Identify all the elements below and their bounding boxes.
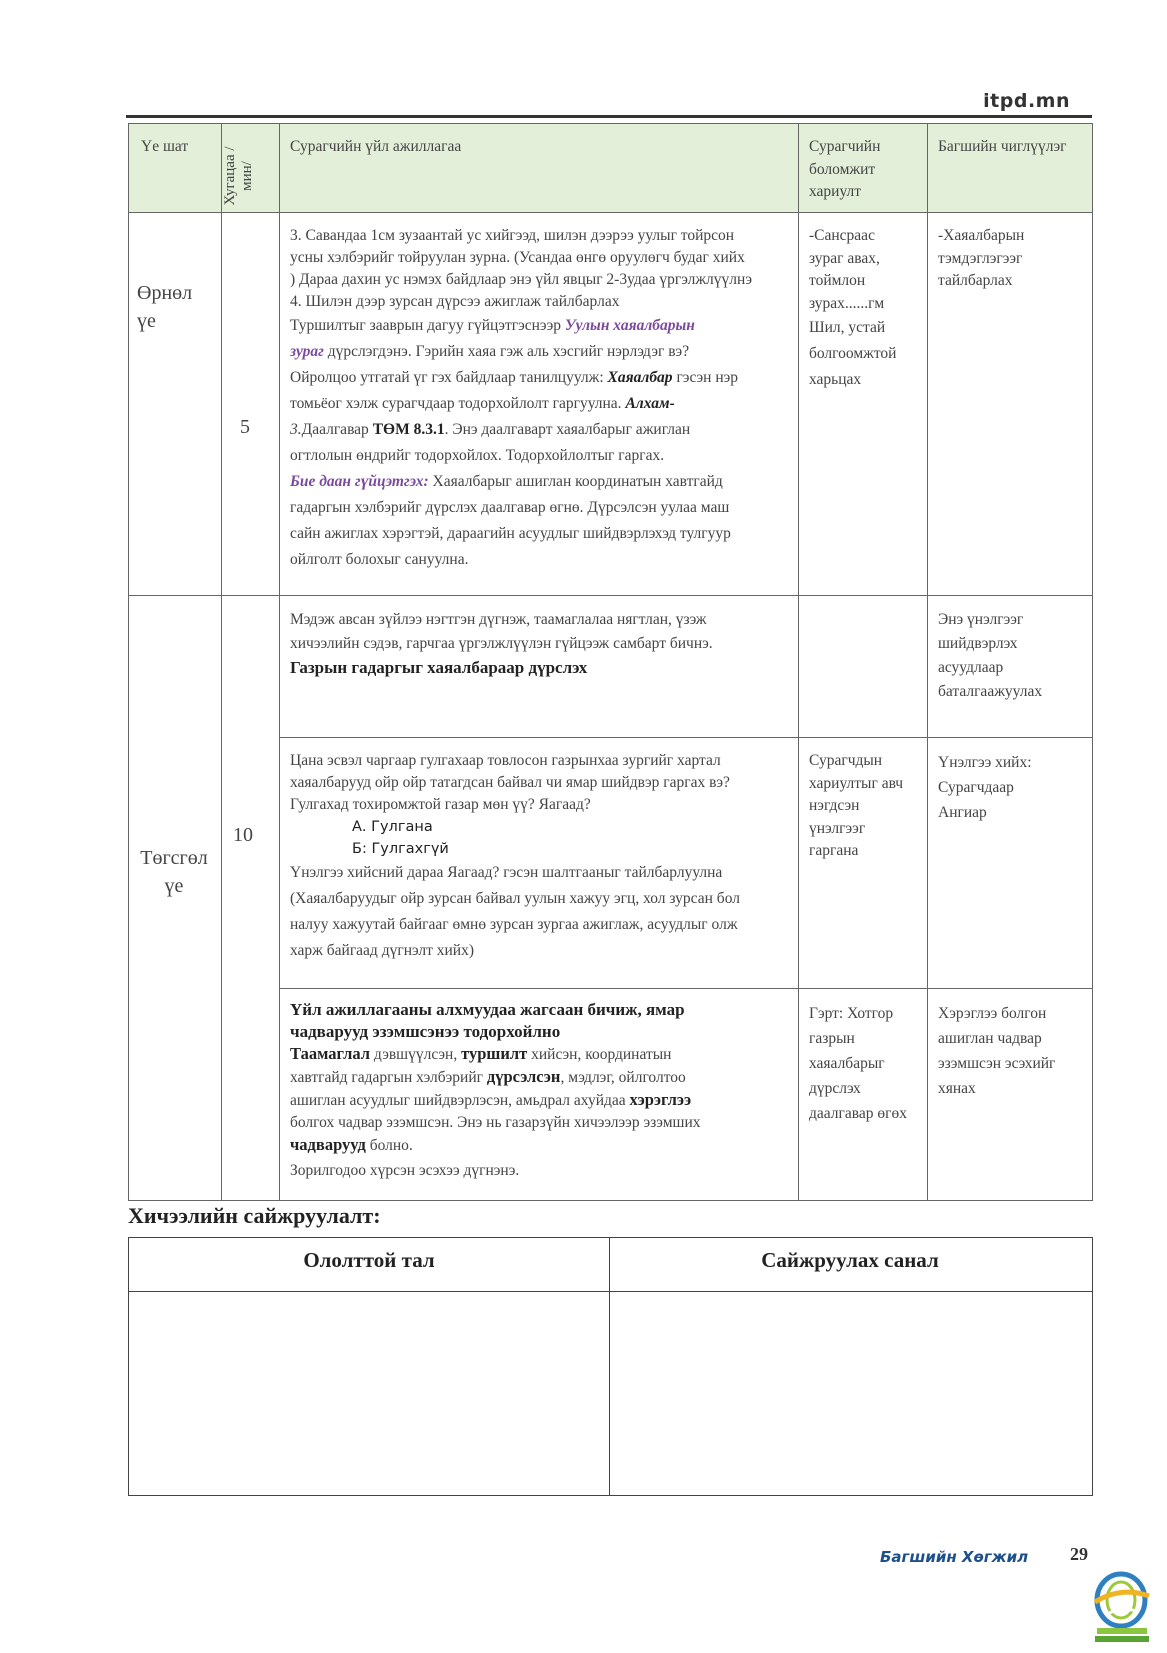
stage1-name: Өрнөл үе [137, 282, 193, 332]
stage2-row3-activity-cell [279, 988, 799, 1201]
stage2-row1-activity-cell [279, 595, 799, 738]
page-number: 29 [1070, 1544, 1088, 1564]
stage1-answers: -Сансраас зураг авах, тоймлон зурах......гм Шил, устай болгоомжтой харьцах [809, 227, 897, 388]
stage2-row3-answers: Гэрт: Хотгор газрын хаяалбарыг дүрслэх даалгавар өгөх [809, 1005, 907, 1122]
stage1-answers-cell [798, 212, 928, 596]
header-rule [126, 115, 1092, 118]
improvement-title: Хичээлийн сайжруулалт: [128, 1203, 381, 1228]
stage2-row1-teacher-cell [927, 595, 1093, 738]
stage2-name-cell [128, 595, 222, 1201]
stage2-row2-activity-cell [279, 737, 799, 989]
improvement-col1-header: Ололттой тал [303, 1248, 435, 1272]
option-b: Б: Гулгахгүй [352, 841, 449, 857]
stage2-row3-answers-cell [798, 988, 928, 1201]
stage2-minutes: 10 [233, 824, 253, 846]
stage2-row2-activity: Цана эсвэл чаргаар гулгахаар товлосон газрынхаа зургийг хартал хаяалбарууд ойр ойр татагдсан байвал чи ямар шийдвэр гаргах вэ? Гулгахад тохиромжтой газар мөн үү? Яагаад? А. Гулгана Б: Гулгахгүй Үнэлгээ хийсний дараа Яагаад? гэсэн шалтгааныг тайлбарлуулна (Хаяалбаруудыг ойр зурсан байвал уулын хажуу эгц, хол зурсан бол налуу хажуутай байгааг өмнө зурсан зургаа ажиглаж, асуудлыг олж харж байгаад дүгнэлт хийх) [290, 750, 795, 964]
stage2-row1-activity: Мэдэж авсан зүйлээ нэгтгэн дүгнэж, таамаглалаа нягтлан, үзэж хичээлийн сэдэв, гарчгаа үргэлжлүүлэн гүйцээж самбарт бичнэ. Газрын гадаргыг хаяалбараар дүрслэх [290, 611, 713, 677]
option-a: А. Гулгана [352, 819, 433, 835]
stage1-activity: 3. Савандаа 1см зузаантай ус хийгээд, шилэн дээрээ уулыг тойрсон усны хэлбэрийг тойруулан зурна. (Усандаа өнгө оруулөгч будаг хийх ) Дараа дахин ус нэмэх байдлаар энэ үйл явцыг 2-3удаа үргэлжлүүлнэ 4. Шилэн дээр зурсан дүрсээ ажиглаж тайлбарлах Туршилтыг зааврын дагуу гүйцэтгэснээр Уулын хаяалбарын зураг дүрслэгдэнэ. Гэрийн хаяа гэж аль хэсгийг нэрлэдэг вэ? Ойролцоо утгатай үг гэх байдлаар танилцуулж: Хаяалбар гэсэн нэр томьёог хэлж сурагчдаар тодорхойлолт гаргуулна. Алхам- 3.Даалгавар ТӨМ 8.3.1. Энэ даалгаварт хаяалбарыг ажиглан огтлолын өндрийг тодорхойлох. Тодорхойлолтыг гаргах. Бие даан гүйцэтгэх: Хаяалбарыг ашиглан координатын хавтгайд гадаргын хэлбэрийг дүрслэх даалгавар өгнө. Дүрсэлсэн уулаа маш сайн ажиглах хэрэгтэй, дараагийн асуудлыг шийдвэрлэхэд тулгуур ойлголт болохыг сануулна. [290, 227, 752, 568]
stage2-row3-teacher: Хэрэглээ болгон ашиглан чадвар эзэмшсэн эсэхийг хянах [938, 1005, 1056, 1097]
stage2-row3-activity: Үйл ажиллагааны алхмуудаа жагсаан бичиж, ямар чадварууд эзэмшсэнээ тодорхойлно Таамаглал дэвшүүлсэн, туршилт хийсэн, координатын хавтгайд гадаргын хэлбэрийг дүрсэлсэн, мэдлэг, ойлголтоо ашиглан асуудлыг шийдвэрлэсэн, амьдрал ахуйдаа хэрэглээ болгох чадвар эзэмшсэн. Энэ нь газарзүйн хичээлээр эзэмших чадварууд болно. Зорилгодоо хүрсэн эсэхээ дүгнэнэ. [290, 1000, 701, 1179]
header-activity: Сурагчийн үйл ажиллагаа [279, 123, 799, 213]
stage1-activity-cell [279, 212, 799, 596]
stage1-duration-cell [221, 212, 280, 596]
improvement-col2-header: Сайжруулах санал [761, 1248, 939, 1272]
header-teacher: Багшийн чиглүүлэг [927, 123, 1093, 213]
stage2-duration-cell [221, 595, 280, 1201]
stage2-row2-teacher: Үнэлгээ хийх: Сурагчдаар Ангиар [938, 754, 1032, 821]
stage2-row2-teacher-cell [927, 737, 1093, 989]
header-duration-label: Хугацаа /мин/ [222, 146, 255, 206]
site-url: itpd.mn [983, 90, 1070, 112]
stage2-row2-answers-cell [798, 737, 928, 989]
logo-icon [1087, 1566, 1151, 1646]
stage1-minutes: 5 [240, 416, 250, 438]
improvement-col1-body [128, 1291, 610, 1496]
stage2-row1-teacher: Энэ үнэлгээг шийдвэрлэх асуудлаар баталгаажуулах [938, 611, 1043, 700]
stage1-teacher-cell [927, 212, 1093, 596]
stage2-row3-teacher-cell [927, 988, 1093, 1201]
header-answers: Сурагчийн боломжит хариулт [798, 123, 928, 213]
header-stage: Үе шат [128, 123, 222, 213]
stage1-teacher: -Хаяалбарын тэмдэглэгээг тайлбарлах [938, 227, 1025, 289]
footer-title: Багшийн Хөгжил [880, 1548, 1029, 1566]
stage1-name-cell [128, 212, 222, 596]
stage2-row1-answers-cell [798, 595, 928, 738]
stage2-name: Төгсгөл үе [140, 847, 208, 897]
stage2-row2-answers: Сурагчдын хариултыг авч нэгдсэн үнэлгээг гаргана [809, 752, 904, 859]
improvement-col2-body [609, 1291, 1093, 1496]
